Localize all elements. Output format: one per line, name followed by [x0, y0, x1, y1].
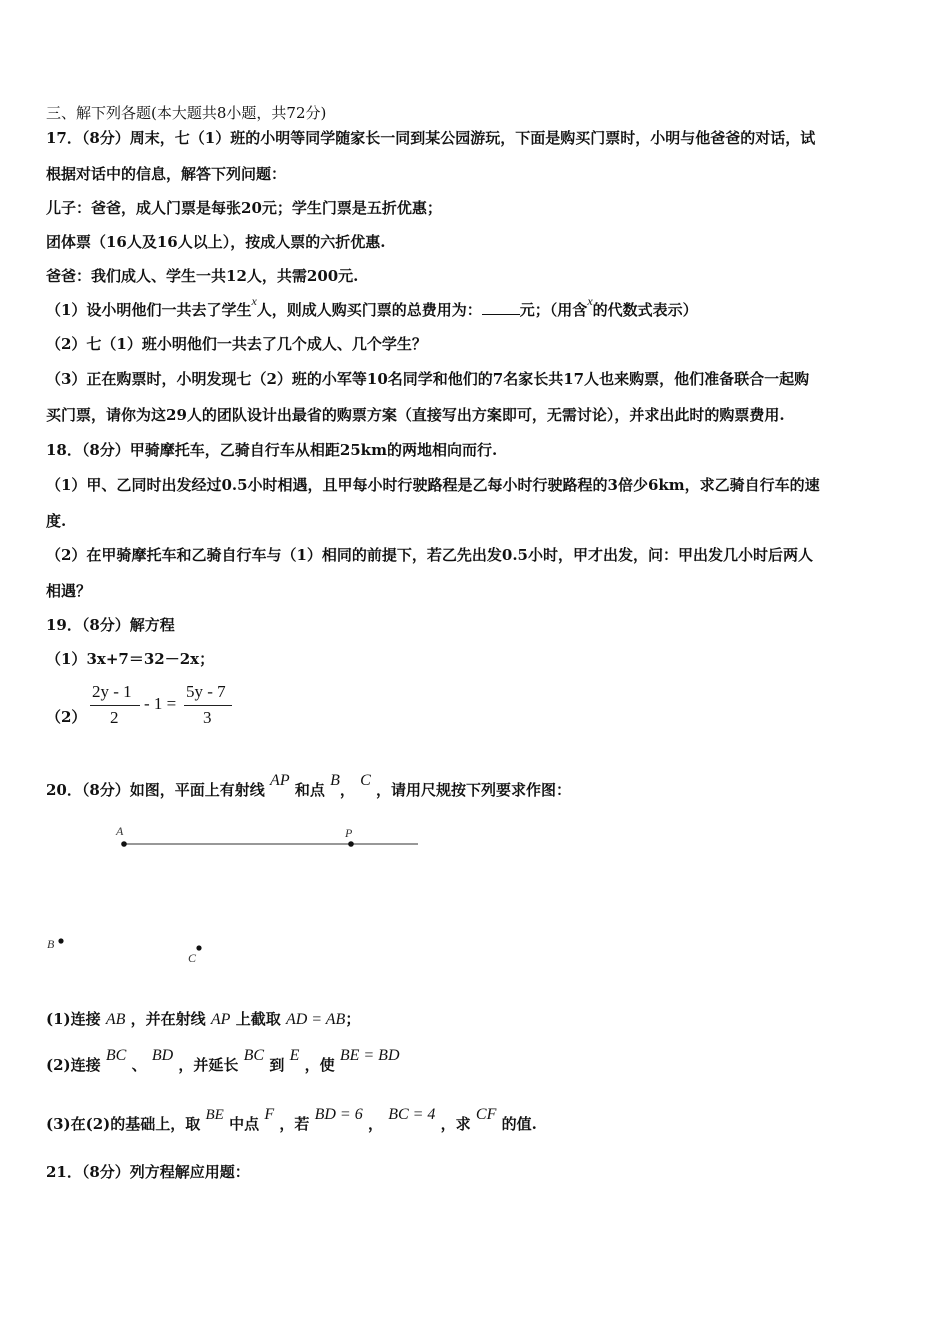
q20-step2: [46, 1047, 400, 1076]
q20-step1-eq: AD = AB: [285, 1011, 346, 1028]
q20-step1-ab: AB: [105, 1011, 126, 1028]
q20-ray-ap: AP: [270, 772, 290, 789]
label-b: B: [47, 937, 55, 951]
q19-part1-equation: 3x+7＝32－2x；: [86, 650, 215, 668]
point-c-dot: [196, 945, 201, 950]
q20-step3: [46, 1106, 537, 1135]
equation-middle: - 1 =: [144, 694, 177, 713]
label-c: C: [188, 951, 197, 965]
q17-part1-c: 元；（用含: [519, 301, 588, 319]
q18-part1-line1: （1）甲、乙同时出发经过0.5小时相遇，且甲每小时行驶路程是乙每小时行驶路程的3倍少6km，求乙骑自行车的速: [46, 476, 820, 494]
q20-step3-cf: CF: [475, 1106, 497, 1123]
q20-step3-eq1: BD = 6: [314, 1106, 363, 1123]
label-a: A: [116, 824, 124, 838]
q18-part2-line1: （2）在甲骑摩托车和乙骑自行车与（1）相同的前提下，若乙先出发0.5小时，甲才出发，问：甲出发几小时后两人: [46, 546, 813, 564]
q20-step2-d: ，使: [304, 1056, 335, 1074]
q17-group: 团体票（16人及16人以上），按成人票的六折优惠.: [46, 233, 386, 251]
point-p-dot: [348, 841, 354, 847]
section-heading: 三、解下列各题(本大题共8小题，共72分): [46, 104, 327, 122]
fraction2-denominator: 3: [203, 708, 212, 727]
q20-line1-b: 和点: [294, 781, 325, 799]
q20-step3-d: ，求: [440, 1115, 471, 1133]
fraction1-bar: [90, 705, 140, 706]
q20-step1-d: ；: [345, 1010, 361, 1028]
q20-step2-c: 到: [269, 1056, 285, 1074]
q19-line1: 19．（8分）解方程: [46, 616, 175, 634]
label-p: P: [345, 826, 353, 840]
q20-step3-sep: ，: [367, 1115, 383, 1133]
q18-part1-line2: 度.: [46, 512, 67, 530]
q20-step3-c: ，若: [279, 1115, 310, 1133]
q19-part1-label: （1）: [46, 650, 87, 668]
q17-var-x: x: [251, 294, 257, 308]
q20-step1: [46, 1009, 360, 1030]
point-a-dot: [121, 841, 127, 847]
q17-part1-a: （1）设小明他们一共去了学生: [46, 301, 252, 319]
q17-part1-d: 的代数式表示）: [592, 301, 698, 319]
point-b-dot: [58, 938, 63, 943]
q20-figure: [0, 820, 950, 1000]
q17-line1: 17．（8分）周末，七（1）班的小明等同学随家长一同到某公园游玩，下面是购买门票时，小明与他爸爸的对话，试: [46, 129, 816, 147]
q20-step1-a: (1)连接: [46, 1010, 101, 1028]
q17-son: 儿子：爸爸，成人门票是每张20元；学生门票是五折优惠；: [46, 199, 442, 217]
q17-part1-b: 人，则成人购买门票的总费用为：: [256, 301, 482, 319]
q17-part2: （2）七（1）班小明他们一共去了几个成人、几个学生？: [46, 335, 427, 353]
q20-step1-ap: AP: [210, 1011, 231, 1028]
q20-step2-sep: 、: [131, 1056, 147, 1074]
q20-step3-f: F: [264, 1106, 275, 1123]
q20-step2-bc: BC: [105, 1047, 127, 1064]
fraction1-numerator: 2y - 1: [92, 682, 132, 701]
q17-var-x2: x: [587, 294, 593, 308]
q20-step3-be: BE: [205, 1107, 224, 1123]
q20-step2-a: (2)连接: [46, 1056, 101, 1074]
q20-step1-b: ，并在射线: [130, 1010, 206, 1028]
q17-answer-blank[interactable]: [482, 300, 520, 315]
q17-part3-line2: 买门票，请你为这29人的团队设计出最省的购票方案（直接写出方案即可，无需讨论），并求出此时的购票费用.: [46, 406, 785, 424]
q21-line1: 21．（8分）列方程解应用题：: [46, 1163, 250, 1181]
fraction2-bar: [184, 705, 232, 706]
q17-part1: [46, 294, 698, 321]
q20-step3-a: (3)在(2)的基础上，取: [46, 1115, 201, 1133]
q17-line2: 根据对话中的信息，解答下列问题：: [46, 165, 287, 183]
q20-step3-eq2: BC = 4: [388, 1106, 436, 1123]
q20-line1-c: ，请用尺规按下列要求作图：: [376, 781, 572, 799]
q18-line1: 18．（8分）甲骑摩托车，乙骑自行车从相距25km的两地相向而行.: [46, 441, 498, 459]
q20-step2-bc2: BC: [243, 1047, 265, 1064]
q17-dad: 爸爸：我们成人、学生一共12人，共需200元.: [46, 267, 359, 285]
q20-line1: [46, 772, 572, 801]
q20-point-c: C: [360, 772, 371, 789]
q19-part2-equation: [90, 682, 250, 732]
fraction2-numerator: 5y - 7: [186, 682, 226, 701]
q20-comma: ，: [339, 781, 355, 799]
q17-part3-line1: （3）正在购票时，小明发现七（2）班的小军等10名同学和他们的7名家长共17人也来购票，他们准备联合一起购: [46, 370, 810, 388]
q19-part2-label: （2）: [46, 708, 87, 726]
fraction1-denominator: 2: [110, 708, 119, 727]
q20-line1-a: 20．（8分）如图，平面上有射线: [46, 781, 265, 799]
q20-step2-b: ，并延长: [178, 1056, 239, 1074]
q20-step2-bd: BD: [151, 1047, 174, 1064]
q20-step3-b: 中点: [229, 1115, 260, 1133]
q18-part2-line2: 相遇？: [46, 582, 92, 600]
q20-step3-e: 的值.: [501, 1115, 537, 1133]
q20-step2-e: E: [289, 1047, 300, 1064]
q19-part1: [46, 649, 214, 669]
q20-step1-c: 上截取: [235, 1010, 281, 1028]
q20-point-b: B: [330, 772, 340, 789]
q20-step2-eq: BE = BD: [339, 1047, 400, 1064]
